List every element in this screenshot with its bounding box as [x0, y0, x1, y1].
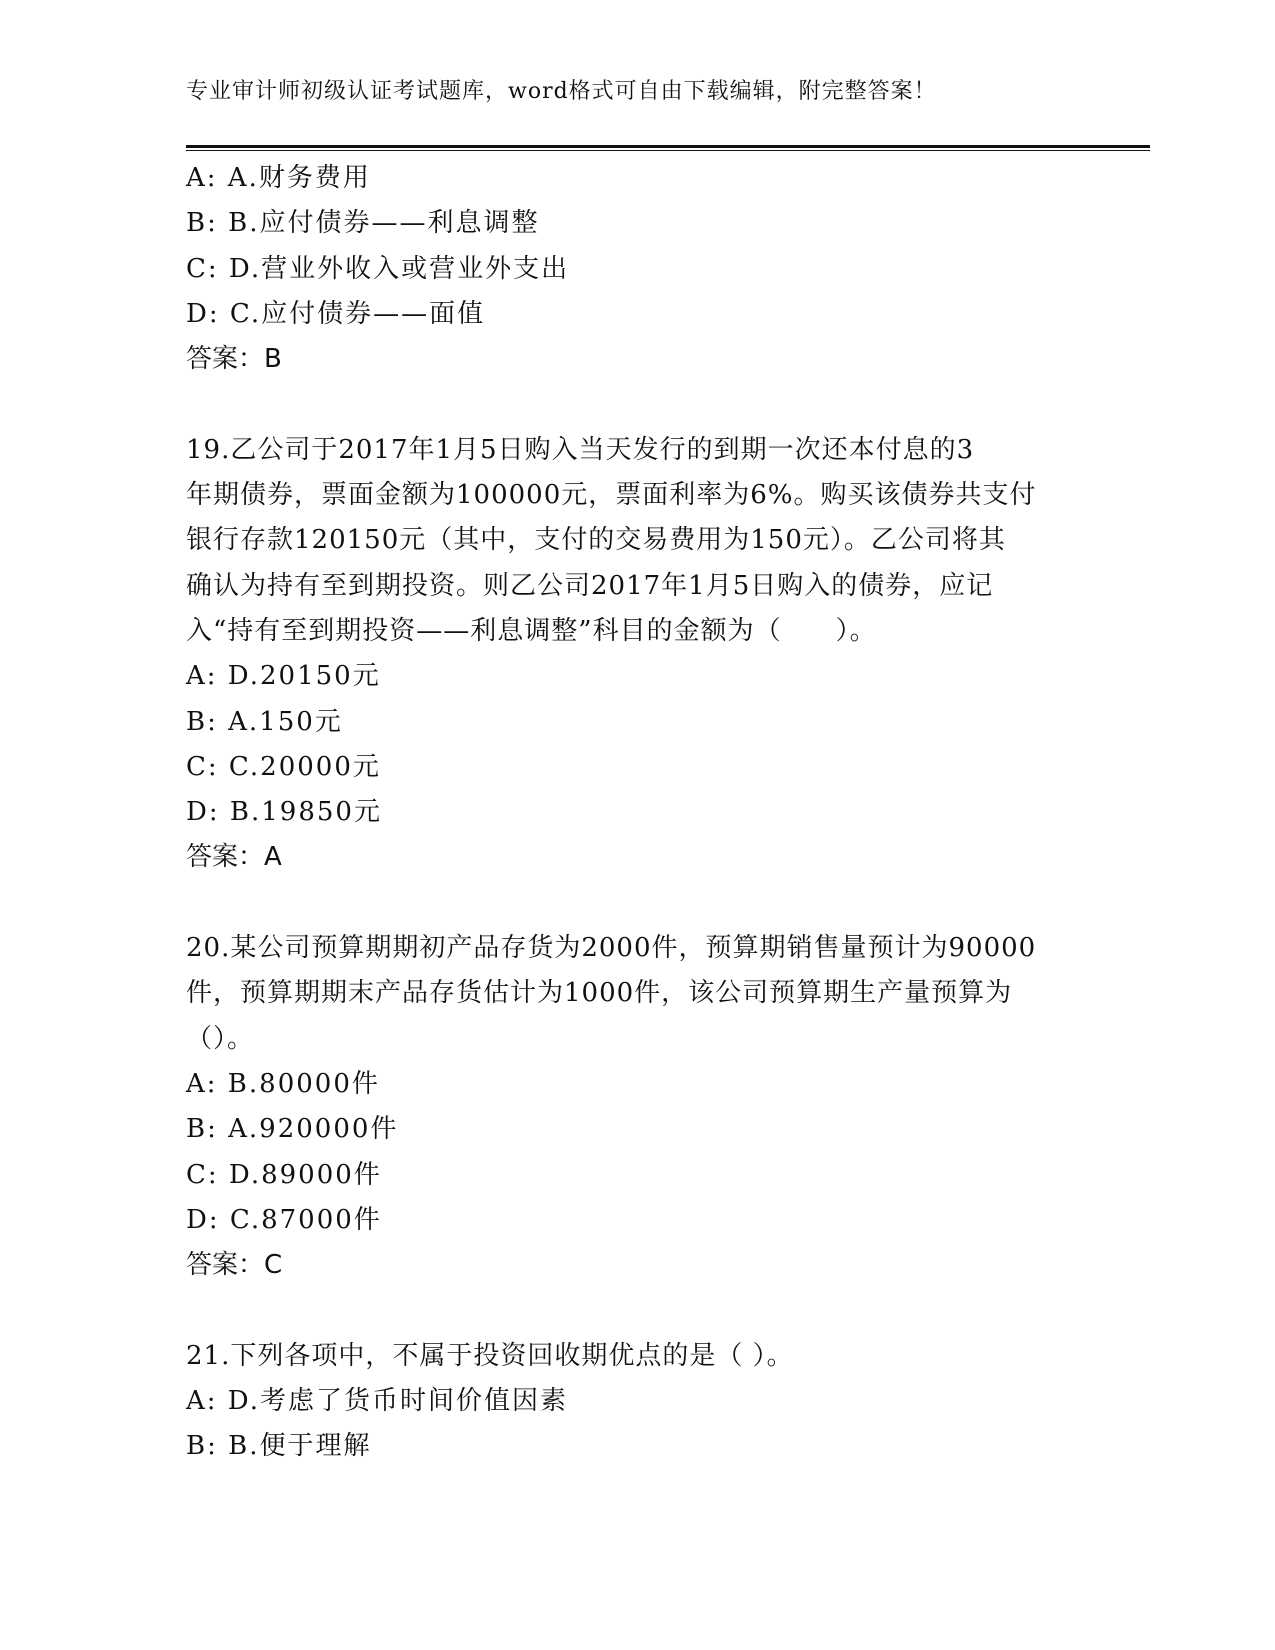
question-text-line: 21.下列各项中，不属于投资回收期优点的是（ ）。	[186, 1340, 794, 1371]
question-text-line: 20.某公司预算期期初产品存货为2000件，预算期销售量预计为90000	[186, 933, 1037, 964]
header-rule-thin	[186, 150, 1150, 151]
page-header: 专业审计师初级认证考试题库，word格式可自由下载编辑，附完整答案！	[186, 79, 937, 104]
question-text-line: 入“持有至到期投资——利息调整”科目的金额为（ ）。	[186, 615, 877, 646]
question-text-line: 确认为持有至到期投资。则乙公司2017年1月5日购入的债券，应记	[186, 570, 994, 601]
question-text-line: 年期债券，票面金额为100000元，票面利率为6%。购买该债券共支付	[186, 480, 1037, 511]
question-19	[186, 428, 1086, 881]
option-a: A: D.20150元	[186, 661, 381, 692]
question-content	[186, 156, 1086, 1470]
option-a: A: B.80000件	[186, 1068, 380, 1099]
header-rule-thick	[186, 145, 1150, 148]
prev-question-options	[186, 156, 1086, 337]
question-text-line: 件，预算期期末产品存货估计为1000件，该公司预算期生产量预算为	[186, 978, 1013, 1009]
option-a: A: A.财务费用	[186, 163, 371, 193]
question-text-line: 银行存款120150元（其中，支付的交易费用为150元）。乙公司将其	[186, 525, 1006, 556]
spacer	[186, 1288, 1086, 1333]
question-text-line: 19.乙公司于2017年1月5日购入当天发行的到期一次还本付息的3	[186, 434, 975, 465]
option-d: D: C.应付债券——面值	[186, 298, 486, 329]
question-20-answer: 答案：C	[186, 1250, 283, 1281]
question-19-answer: 答案：A	[186, 842, 282, 873]
spacer	[186, 382, 1086, 427]
question-21	[186, 1334, 1086, 1470]
option-d: D: C.87000件	[186, 1204, 382, 1235]
option-c: C: D.营业外收入或营业外支出	[186, 253, 570, 284]
option-c: C: D.89000件	[186, 1159, 382, 1190]
option-a: A: D.考虑了货币时间价值因素	[186, 1386, 568, 1417]
option-b: B: A.920000件	[186, 1114, 399, 1145]
option-b: B: B.应付债券——利息调整	[186, 208, 540, 239]
question-20	[186, 926, 1086, 1288]
spacer	[186, 881, 1086, 926]
question-text-line: （）。	[186, 1023, 255, 1054]
option-d: D: B.19850元	[186, 797, 382, 828]
option-c: C: C.20000元	[186, 751, 381, 782]
option-b: B: B.便于理解	[186, 1431, 372, 1462]
option-b: B: A.150元	[186, 706, 343, 737]
prev-question-answer: 答案：B	[186, 344, 282, 375]
